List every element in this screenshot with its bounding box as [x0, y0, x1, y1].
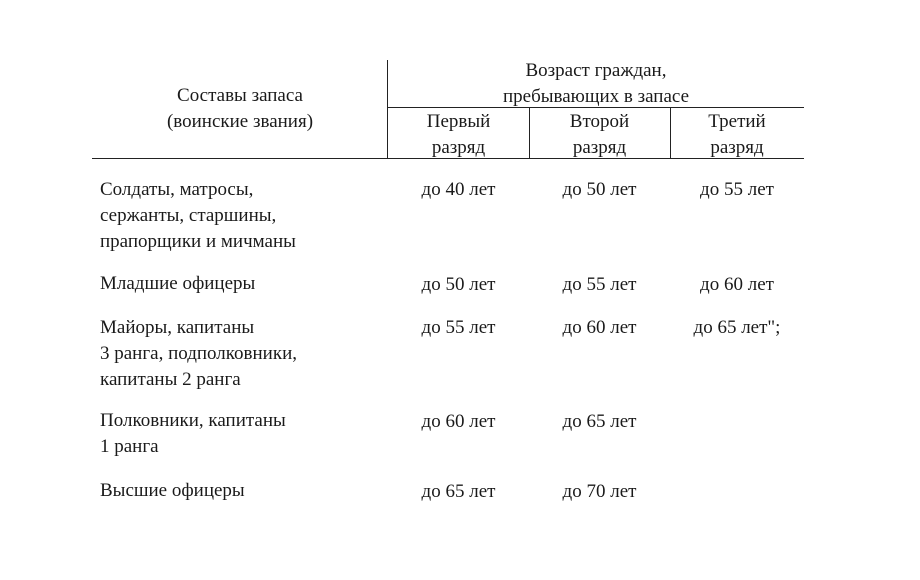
header-category-line2: (воинские звания) — [166, 111, 314, 132]
row-first-value: до 50 лет — [421, 274, 496, 295]
row-second-value: до 60 лет — [562, 317, 637, 338]
row-first-value: до 55 лет — [421, 317, 496, 338]
header-divider-first-second — [529, 107, 530, 158]
header-first-line1: Первый — [426, 111, 491, 132]
row-first-value: до 60 лет — [421, 411, 496, 432]
header-third-line2: разряд — [710, 137, 764, 158]
header-category-title — [92, 83, 388, 135]
row-first-value: до 40 лет — [421, 179, 496, 200]
row-category: Высшие офицеры — [100, 480, 245, 501]
row-second-value: до 50 лет — [562, 179, 637, 200]
header-first-line2: разряд — [431, 137, 486, 158]
header-second-line2: разряд — [572, 137, 627, 158]
row-second-value: до 55 лет — [562, 274, 637, 295]
header-bottom-rule — [92, 158, 804, 159]
row-second-value: до 65 лет — [562, 411, 637, 432]
header-age-group-title — [388, 58, 804, 110]
row-category: Полковники, капитаны 1 ранга — [100, 410, 286, 457]
header-second-line1: Второй — [569, 111, 630, 132]
header-third-line1: Третий — [708, 111, 766, 132]
header-category-line1: Составы запаса — [177, 85, 303, 106]
row-second-value: до 70 лет — [562, 481, 637, 502]
row-category: Младшие офицеры — [100, 273, 256, 294]
row-third-value: до 65 лет"; — [693, 317, 781, 338]
header-second-category — [529, 109, 670, 161]
header-group-underline — [388, 107, 804, 108]
header-third-category — [670, 109, 804, 161]
row-first-value: до 65 лет — [421, 481, 496, 502]
header-divider-second-third — [670, 107, 671, 158]
row-category: Солдаты, матросы, сержанты, старшины, прапорщики и мичманы — [100, 179, 296, 252]
header-first-category — [388, 109, 529, 161]
header-divider-main — [387, 60, 388, 158]
row-third-value: до 55 лет — [700, 179, 774, 200]
row-third-value: до 60 лет — [700, 274, 774, 295]
row-category: Майоры, капитаны 3 ранга, подполковники, капитаны 2 ранга — [100, 317, 297, 390]
header-age-group-line2: пребывающих в запасе — [502, 86, 690, 107]
header-age-group-line1: Возраст граждан, — [525, 60, 667, 81]
